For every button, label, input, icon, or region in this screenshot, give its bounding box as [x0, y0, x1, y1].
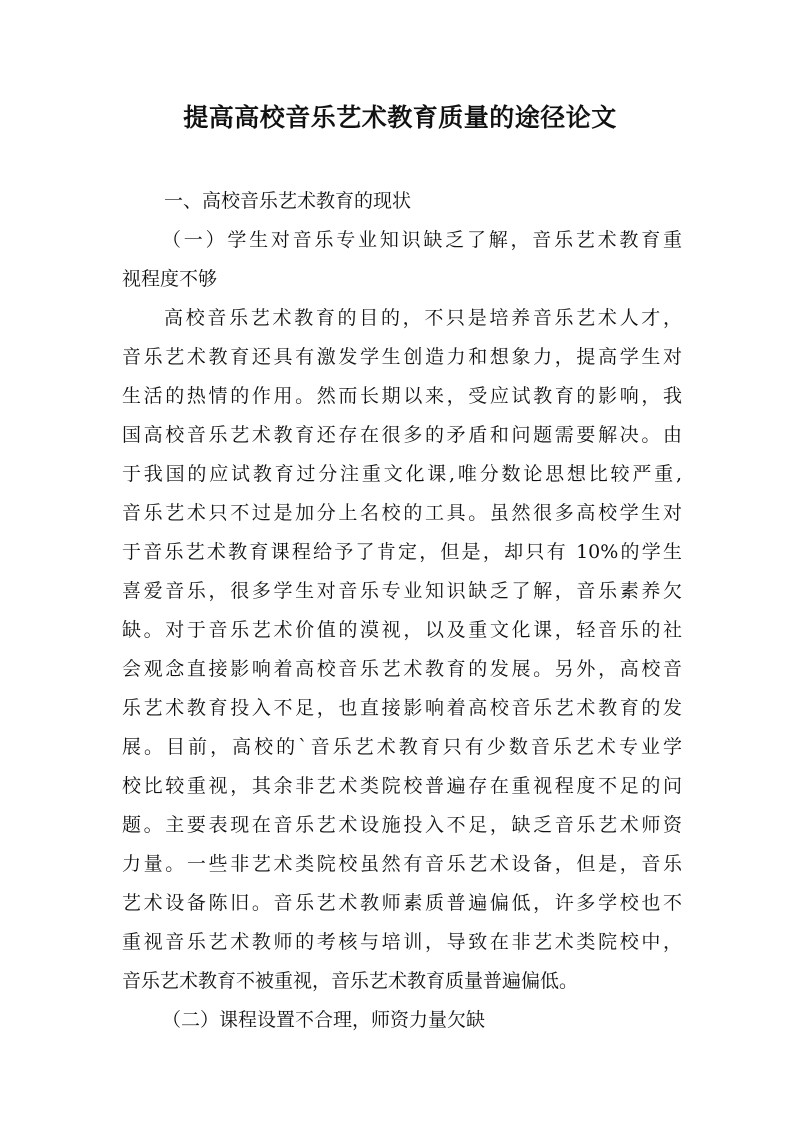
paragraph-line: 会观念直接影响着高校音乐艺术教育的发展。另外，高校音 [122, 658, 682, 680]
paragraph-line: 国高校音乐艺术教育还存在很多的矛盾和问题需要解决。由 [122, 424, 682, 446]
subsection-heading-continued: 视程度不够 [122, 268, 218, 290]
paragraph-line: 生活的热情的作用。然而长期以来，受应试教育的影响，我 [122, 385, 682, 407]
document-body [122, 182, 682, 1040]
paragraph-line: 于音乐艺术教育课程给予了肯定，但是，却只有 10%的学生 [122, 541, 682, 563]
paragraph-line: 音乐艺术只不过是加分上名校的工具。虽然很多高校学生对 [122, 502, 682, 524]
paragraph-line: 重视音乐艺术教师的考核与培训，导致在非艺术类院校中， [122, 931, 682, 953]
paragraph-line: 展。目前，高校的`音乐艺术教育只有少数音乐艺术专业学 [122, 736, 682, 758]
paragraph-line: 于我国的应试教育过分注重文化课,唯分数论思想比较严重, [122, 463, 682, 485]
paragraph-line: 高校音乐艺术教育的目的，不只是培养音乐艺术人才， [164, 307, 682, 329]
paragraph-line: 喜爱音乐，很多学生对音乐专业知识缺乏了解，音乐素养欠 [122, 580, 682, 602]
paragraph-line: 缺。对于音乐艺术价值的漠视，以及重文化课，轻音乐的社 [122, 619, 682, 641]
subsection-heading: （二）课程设置不合理，师资力量欠缺 [162, 1009, 486, 1031]
subsection-heading: （一）学生对音乐专业知识缺乏了解，音乐艺术教育重 [162, 229, 682, 251]
section-heading: 一、高校音乐艺术教育的现状 [164, 190, 412, 212]
paragraph-line: 力量。一些非艺术类院校虽然有音乐艺术设备，但是，音乐 [122, 853, 682, 875]
paragraph-line: 艺术设备陈旧。音乐艺术教师素质普遍偏低，许多学校也不 [122, 892, 682, 914]
paragraph-line: 题。主要表现在音乐艺术设施投入不足，缺乏音乐艺术师资 [122, 814, 682, 836]
paragraph-line-last: 音乐艺术教育不被重视，音乐艺术教育质量普遍偏低。 [122, 970, 579, 992]
paragraph-line: 音乐艺术教育还具有激发学生创造力和想象力，提高学生对 [122, 346, 682, 368]
document-title: 提高高校音乐艺术教育质量的途径论文 [183, 103, 617, 132]
paragraph-line: 乐艺术教育投入不足，也直接影响着高校音乐艺术教育的发 [122, 697, 682, 719]
paragraph-line: 校比较重视，其余非艺术类院校普遍存在重视程度不足的问 [122, 775, 682, 797]
